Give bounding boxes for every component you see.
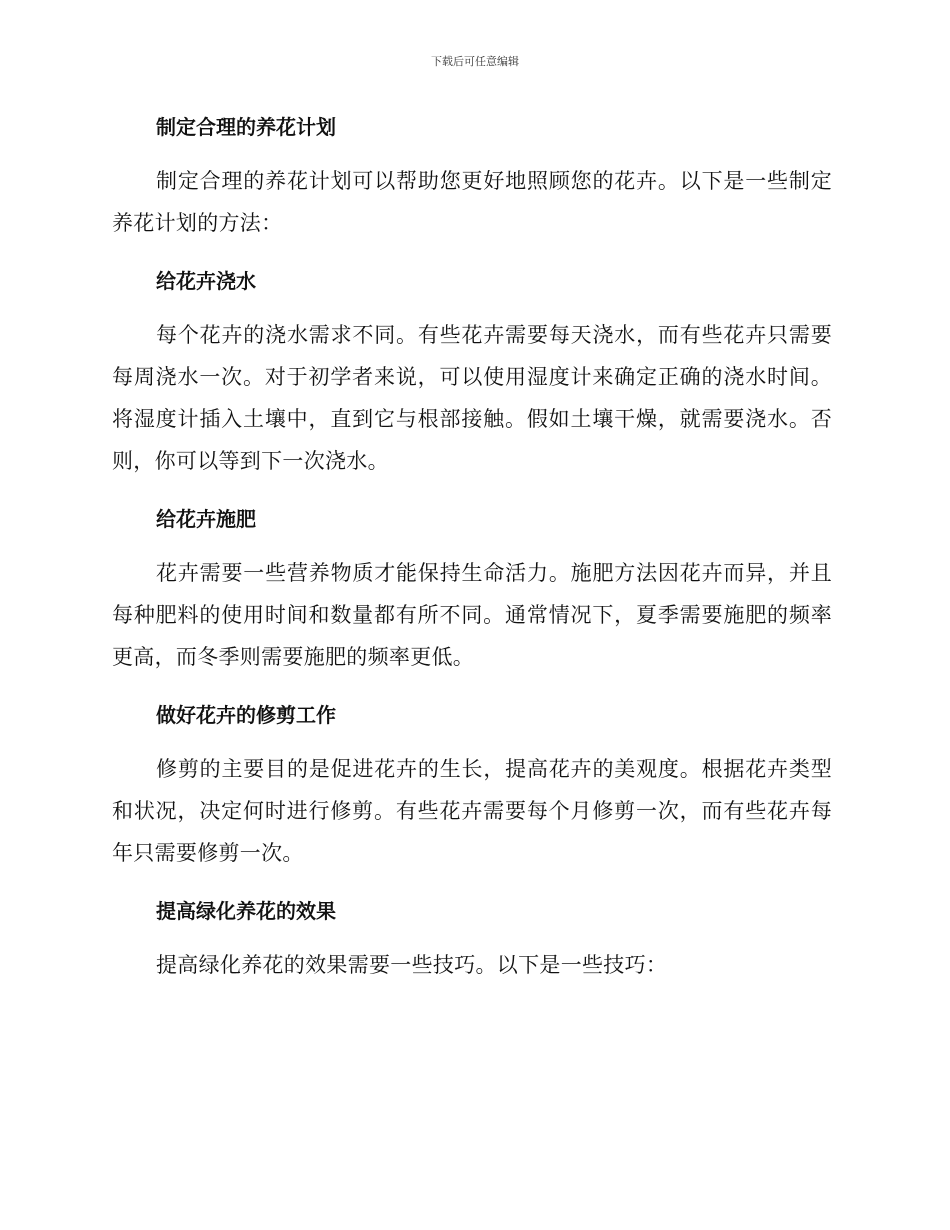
document-body bbox=[112, 112, 832, 986]
section-paragraph-watering: 每个花卉的浇水需求不同。有些花卉需要每天浇水，而有些花卉只需要每周浇水一次。对于初学者来说，可以使用湿度计来确定正确的浇水时间。将湿度计插入土壤中，直到它与根部接触。假如土壤干燥，就需要浇水。否则，你可以等到下一次浇水。 bbox=[112, 323, 832, 473]
section-heading-greening: 提高绿化养花的效果 bbox=[156, 899, 336, 923]
page-header: 下载后可任意编辑 bbox=[431, 55, 519, 68]
section-heading-pruning: 做好花卉的修剪工作 bbox=[156, 703, 336, 727]
section-paragraph-greening: 提高绿化养花的效果需要一些技巧。以下是一些技巧： bbox=[156, 953, 668, 977]
section-paragraph-pruning: 修剪的主要目的是促进花卉的生长，提高花卉的美观度。根据花卉类型和状况，决定何时进行修剪。有些花卉需要每个月修剪一次，而有些花卉每年只需要修剪一次。 bbox=[112, 757, 832, 865]
section-heading-watering: 给花卉浇水 bbox=[156, 269, 256, 293]
section-heading-plan: 制定合理的养花计划 bbox=[156, 115, 336, 139]
section-paragraph-plan: 制定合理的养花计划可以帮助您更好地照顾您的花卉。以下是一些制定养花计划的方法： bbox=[112, 169, 832, 235]
section-heading-fertilizing: 给花卉施肥 bbox=[156, 507, 256, 531]
section-paragraph-fertilizing: 花卉需要一些营养物质才能保持生命活力。施肥方法因花卉而异，并且每种肥料的使用时间和数量都有所不同。通常情况下，夏季需要施肥的频率更高，而冬季则需要施肥的频率更低。 bbox=[112, 561, 832, 669]
